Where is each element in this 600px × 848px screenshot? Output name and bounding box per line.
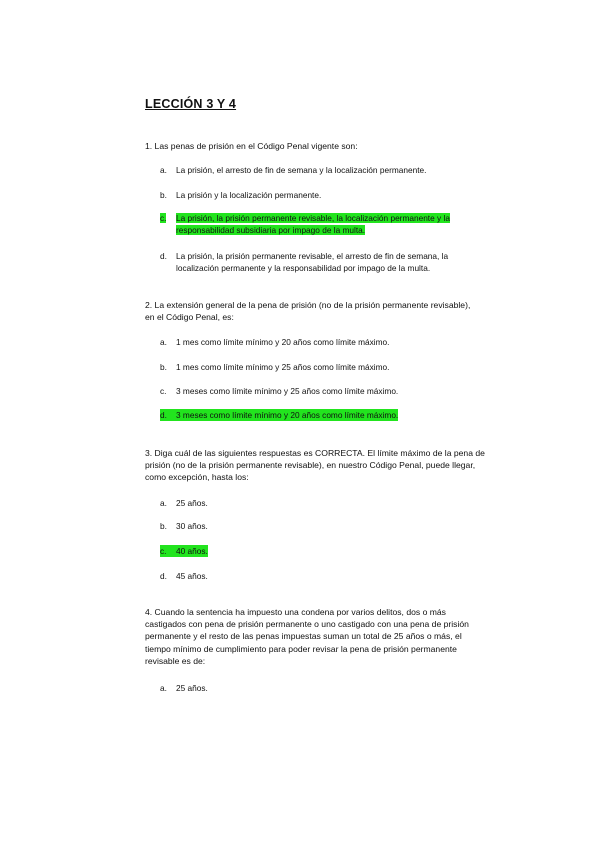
q2-option-a bbox=[160, 336, 520, 348]
question-1: 1. Las penas de prisión en el Código Penal vigente son: bbox=[145, 141, 358, 151]
option-letter: c. bbox=[160, 386, 167, 396]
option-text-line-1: La prisión, la prisión permanente revisable, el arresto de fin de semana, la bbox=[176, 251, 449, 261]
option-text: 45 años. bbox=[176, 571, 208, 581]
q2-option-b bbox=[160, 361, 520, 373]
option-text: 30 años. bbox=[176, 521, 208, 531]
option-letter: b. bbox=[160, 521, 167, 531]
page-title: LECCIÓN 3 Y 4 bbox=[145, 97, 237, 111]
q3-option-a bbox=[160, 497, 520, 509]
option-letter: a. bbox=[160, 683, 167, 693]
q1-option-a bbox=[160, 164, 520, 176]
question-text-line-2: castigados con pena de prisión permanente o uno castigado con una pena de prisión bbox=[145, 619, 469, 630]
option-text-line-1: La prisión, la prisión permanente revisable, la localización permanente y la bbox=[176, 213, 450, 223]
option-text: 3 meses como límite mínimo y 20 años como límite máximo. bbox=[176, 410, 399, 420]
option-text: La prisión y la localización permanente. bbox=[176, 190, 322, 200]
option-letter: d. bbox=[160, 571, 167, 581]
question-text-line-4: tiempo mínimo de cumplimiento para poder revisar la pena de prisión permanente bbox=[145, 643, 457, 654]
q1-option-b bbox=[160, 189, 520, 201]
option-text-line-2: localización permanente y la responsabilidad por impago de la multa. bbox=[176, 263, 431, 274]
option-text: 1 mes como límite mínimo y 20 años como límite máximo. bbox=[176, 337, 390, 347]
option-text: 1 mes como límite mínimo y 25 años como límite máximo. bbox=[176, 362, 390, 372]
q3-option-d bbox=[160, 570, 520, 582]
question-3 bbox=[145, 447, 525, 484]
option-text: 25 años. bbox=[176, 683, 208, 693]
question-text-line-1: 4. Cuando la sentencia ha impuesto una condena por varios delitos, dos o más bbox=[145, 607, 446, 617]
option-letter: a. bbox=[160, 337, 167, 347]
option-text: 40 años. bbox=[176, 546, 208, 556]
q1-option-c-correct bbox=[160, 212, 520, 236]
question-text-line-3: como excepción, hasta los: bbox=[145, 472, 249, 483]
option-text: 3 meses como límite mínimo y 25 años como límite máximo. bbox=[176, 386, 399, 396]
q4-option-a bbox=[160, 682, 520, 694]
question-2 bbox=[145, 299, 525, 323]
question-text-line-1: 3. Diga cuál de las siguientes respuestas es CORRECTA. El límite máximo de la pena de bbox=[145, 448, 485, 458]
q3-option-c-correct bbox=[160, 545, 208, 557]
option-letter: c. bbox=[160, 546, 167, 556]
option-letter: d. bbox=[160, 251, 167, 261]
option-letter: d. bbox=[160, 410, 167, 420]
option-letter: c. bbox=[160, 213, 167, 223]
option-text: La prisión, el arresto de fin de semana y la localización permanente. bbox=[176, 165, 427, 175]
q1-option-d bbox=[160, 250, 520, 274]
option-text: 25 años. bbox=[176, 498, 208, 508]
question-text-line-2: en el Código Penal, es: bbox=[145, 312, 234, 323]
question-4 bbox=[145, 606, 525, 667]
q2-option-d-correct bbox=[160, 409, 398, 421]
question-text-line-1: 2. La extensión general de la pena de prisión (no de la prisión permanente revisable), bbox=[145, 300, 471, 310]
option-text-line-2: responsabilidad subsidiaria por impago de la multa. bbox=[176, 225, 366, 236]
question-text-line-3: permanente y el resto de las penas impuestas suman un total de 25 años o más, el bbox=[145, 631, 462, 642]
q2-option-c bbox=[160, 385, 520, 397]
question-text-line-2: prisión (no de la prisión permanente revisable), en nuestro Código Penal, puede llegar, bbox=[145, 460, 476, 471]
option-letter: a. bbox=[160, 498, 167, 508]
q3-option-b bbox=[160, 520, 520, 532]
option-letter: b. bbox=[160, 362, 167, 372]
option-letter: b. bbox=[160, 190, 167, 200]
option-letter: a. bbox=[160, 165, 167, 175]
question-text-line-5: revisable es de: bbox=[145, 655, 206, 666]
